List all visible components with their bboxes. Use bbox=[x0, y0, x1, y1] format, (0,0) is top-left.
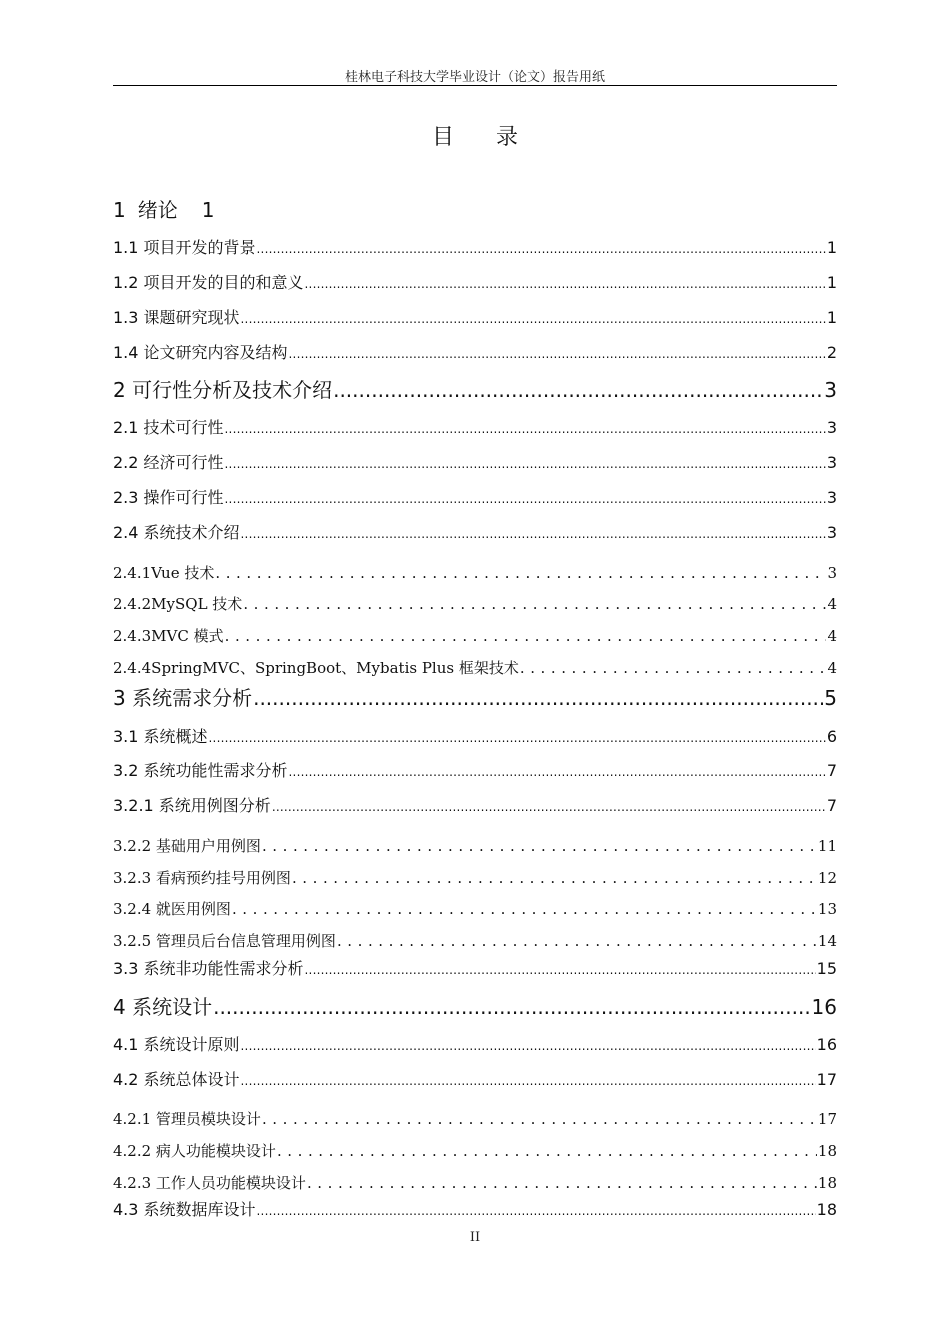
header-rule bbox=[113, 85, 837, 86]
toc-leader bbox=[241, 312, 826, 326]
toc-entry[interactable] bbox=[113, 1140, 837, 1161]
toc-leader bbox=[232, 900, 817, 918]
toc-entry-label: 2.3 操作可行性 bbox=[113, 488, 224, 507]
toc-entry-page: 4 bbox=[827, 595, 837, 613]
toc-entry-label: 1.3 课题研究现状 bbox=[113, 308, 240, 327]
toc-entry-label: 3.1 系统概述 bbox=[113, 727, 208, 746]
toc-leader bbox=[520, 659, 827, 677]
toc-entry-page: 13 bbox=[817, 900, 837, 918]
toc-entry-chapter[interactable] bbox=[113, 682, 837, 711]
toc-entry-label: 4.1 系统设计原则 bbox=[113, 1035, 240, 1054]
toc-entry[interactable] bbox=[113, 898, 837, 919]
toc-entry-page: 16 bbox=[816, 1035, 837, 1054]
toc-entry[interactable] bbox=[113, 305, 837, 328]
toc-entry[interactable] bbox=[113, 930, 837, 951]
toc-chapter-title: 绪论 bbox=[137, 198, 178, 222]
toc-leader bbox=[262, 837, 817, 855]
toc-leader bbox=[305, 963, 816, 977]
toc-chapter-number: 1 bbox=[113, 198, 126, 222]
toc-leader bbox=[257, 242, 826, 256]
toc-leader bbox=[225, 492, 826, 506]
toc-entry-page: 4 bbox=[827, 627, 837, 645]
toc-entry[interactable] bbox=[113, 1067, 837, 1090]
toc-entry-page: 17 bbox=[816, 1070, 837, 1089]
toc-leader bbox=[257, 1204, 816, 1218]
toc-entry-chapter-1[interactable] bbox=[113, 194, 837, 223]
toc-entry[interactable] bbox=[113, 562, 837, 583]
toc-leader bbox=[307, 1174, 817, 1192]
toc-entry-page: 14 bbox=[817, 932, 837, 950]
toc-entry[interactable] bbox=[113, 657, 837, 678]
toc-entry[interactable] bbox=[113, 1108, 837, 1129]
toc-title-char-1: 目 bbox=[431, 125, 454, 150]
toc-entry[interactable] bbox=[113, 793, 837, 816]
toc-leader bbox=[272, 800, 826, 814]
toc-entry[interactable] bbox=[113, 415, 837, 438]
toc-leader bbox=[253, 686, 823, 710]
toc-leader bbox=[225, 422, 826, 436]
toc-entry-page: 2 bbox=[826, 343, 837, 362]
toc-entry-label: 1.4 论文研究内容及结构 bbox=[113, 343, 288, 362]
toc-entry-page: 1 bbox=[826, 273, 837, 292]
toc-entry-label: 1.2 项目开发的目的和意义 bbox=[113, 273, 304, 292]
toc-entry-chapter[interactable] bbox=[113, 991, 837, 1020]
toc-entry-label: 3 系统需求分析 bbox=[113, 686, 253, 710]
toc-entry[interactable] bbox=[113, 485, 837, 508]
toc-entry-page: 18 bbox=[816, 1200, 837, 1219]
toc-entry-label: 4.2 系统总体设计 bbox=[113, 1070, 240, 1089]
toc-leader bbox=[337, 932, 817, 950]
toc-entry-label: 2.4.1Vue 技术 bbox=[113, 564, 215, 582]
toc-entry[interactable] bbox=[113, 758, 837, 781]
toc-entry-page: 12 bbox=[817, 869, 837, 887]
toc-entry-label: 2.4.2MySQL 技术 bbox=[113, 595, 243, 613]
toc-leader bbox=[209, 731, 826, 745]
toc-entry-page: 17 bbox=[817, 1110, 837, 1128]
toc-entry[interactable] bbox=[113, 235, 837, 258]
toc-entry-page: 7 bbox=[826, 761, 837, 780]
toc-entry-chapter[interactable] bbox=[113, 374, 837, 403]
toc-entry[interactable] bbox=[113, 1032, 837, 1055]
toc-entry-page: 1 bbox=[826, 308, 837, 327]
toc-title bbox=[0, 120, 950, 151]
toc-entry-label: 2.4.4SpringMVC、SpringBoot、Mybatis Plus 框架技术 bbox=[113, 659, 519, 677]
toc-leader bbox=[243, 595, 826, 613]
toc-entry[interactable] bbox=[113, 520, 837, 543]
toc-entry-label: 3.2.3 看病预约挂号用例图 bbox=[113, 869, 291, 887]
toc-entry-page: 3 bbox=[826, 418, 837, 437]
toc-entry-page: 7 bbox=[826, 796, 837, 815]
toc-entry-page: 4 bbox=[827, 659, 837, 677]
toc-entry[interactable] bbox=[113, 835, 837, 856]
toc-entry-page: 16 bbox=[811, 995, 837, 1019]
toc-leader bbox=[241, 1039, 816, 1053]
toc-title-char-2: 录 bbox=[496, 125, 519, 150]
toc-entry-page: 3 bbox=[824, 378, 837, 402]
toc-entry-page: 3 bbox=[827, 564, 837, 582]
toc-leader bbox=[241, 1074, 816, 1088]
toc-entry-label: 2.4 系统技术介绍 bbox=[113, 523, 240, 542]
toc-entry-label: 2.4.3MVC 模式 bbox=[113, 627, 224, 645]
toc-entry[interactable] bbox=[113, 956, 837, 979]
toc-chapter-page: 1 bbox=[201, 198, 215, 222]
toc-entry[interactable] bbox=[113, 724, 837, 747]
toc-entry-page: 15 bbox=[816, 959, 837, 978]
toc-entry-label: 2.1 技术可行性 bbox=[113, 418, 224, 437]
toc-entry-page: 5 bbox=[824, 686, 837, 710]
toc-entry-label: 4.2.2 病人功能模块设计 bbox=[113, 1142, 276, 1160]
toc-entry-page: 3 bbox=[826, 488, 837, 507]
toc-entry-label: 4 系统设计 bbox=[113, 995, 213, 1019]
toc-entry-page: 18 bbox=[817, 1174, 837, 1192]
toc-entry-label: 3.2 系统功能性需求分析 bbox=[113, 761, 288, 780]
toc-entry-label: 2 可行性分析及技术介绍 bbox=[113, 378, 333, 402]
toc-entry[interactable] bbox=[113, 270, 837, 293]
toc-entry-page: 18 bbox=[817, 1142, 837, 1160]
toc-entry-label: 3.3 系统非功能性需求分析 bbox=[113, 959, 304, 978]
toc-entry[interactable] bbox=[113, 1197, 837, 1220]
toc-entry-label: 3.2.5 管理员后台信息管理用例图 bbox=[113, 932, 336, 950]
toc-leader bbox=[333, 378, 823, 402]
toc-entry-page: 1 bbox=[826, 238, 837, 257]
page-number-footer: II bbox=[469, 1230, 481, 1245]
toc-entry[interactable] bbox=[113, 1172, 837, 1193]
toc-leader bbox=[225, 457, 826, 471]
toc-leader bbox=[213, 995, 810, 1019]
toc-leader bbox=[292, 869, 817, 887]
toc-entry-label: 3.2.4 就医用例图 bbox=[113, 900, 231, 918]
toc-entry-label: 4.3 系统数据库设计 bbox=[113, 1200, 256, 1219]
toc-entry-page: 11 bbox=[817, 837, 837, 855]
toc-leader bbox=[215, 564, 826, 582]
toc-leader bbox=[225, 627, 827, 645]
toc-leader bbox=[262, 1110, 817, 1128]
toc-leader bbox=[289, 765, 826, 779]
toc-entry[interactable] bbox=[113, 593, 837, 614]
toc-entry[interactable] bbox=[113, 340, 837, 363]
toc-entry-page: 3 bbox=[826, 453, 837, 472]
toc-leader bbox=[305, 277, 826, 291]
page-header: 桂林电子科技大学毕业设计（论文）报告用纸 bbox=[344, 70, 605, 85]
toc-entry-label: 4.2.3 工作人员功能模块设计 bbox=[113, 1174, 306, 1192]
toc-leader bbox=[241, 527, 826, 541]
toc-entry-label: 3.2.1 系统用例图分析 bbox=[113, 796, 271, 815]
toc-entry-label: 2.2 经济可行性 bbox=[113, 453, 224, 472]
toc-entry-label: 4.2.1 管理员模块设计 bbox=[113, 1110, 261, 1128]
toc-entry[interactable] bbox=[113, 867, 837, 888]
toc-entry-page: 3 bbox=[826, 523, 837, 542]
toc-leader bbox=[277, 1142, 817, 1160]
toc-entry[interactable] bbox=[113, 450, 837, 473]
toc-entry[interactable] bbox=[113, 625, 837, 646]
toc-entry-label: 1.1 项目开发的背景 bbox=[113, 238, 256, 257]
toc-entry-page: 6 bbox=[826, 727, 837, 746]
toc-leader bbox=[289, 347, 826, 361]
toc-entry-label: 3.2.2 基础用户用例图 bbox=[113, 837, 261, 855]
